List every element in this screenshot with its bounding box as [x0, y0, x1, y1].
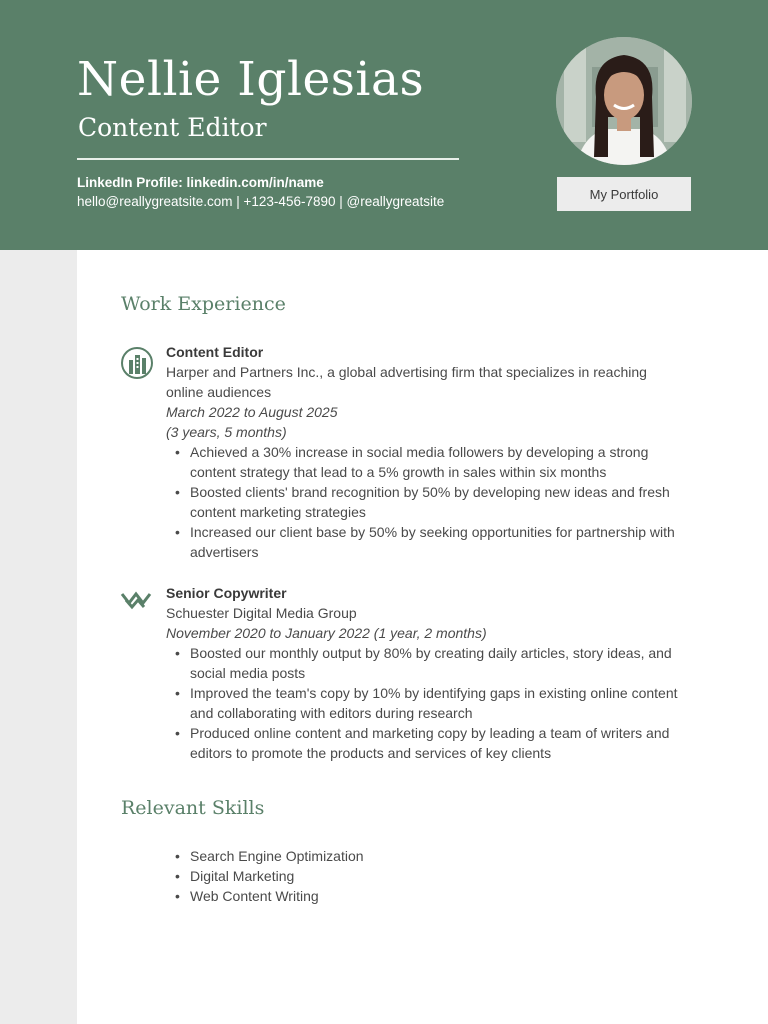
contact-info[interactable]: hello@reallygreatsite.com | +123-456-7890 | @reallygreatsite — [77, 194, 445, 209]
job-duration: (3 years, 5 months) — [166, 424, 287, 440]
job-company: Schuester Digital Media Group — [166, 605, 357, 621]
zigzag-logo-icon — [120, 584, 154, 618]
portfolio-button[interactable]: My Portfolio — [557, 177, 691, 211]
job-company: Harper and Partners Inc., a global advertising firm that specializes in reaching online audiences — [166, 364, 647, 400]
skills-list — [166, 846, 364, 906]
list-item: • Improved the team's copy by 10% by identifying gaps in existing online content and collaborating with editors during research — [166, 683, 691, 723]
list-item: • Digital Marketing — [166, 866, 364, 886]
left-sidebar — [0, 250, 77, 1024]
header-banner — [0, 0, 768, 250]
job-entry-senior-copywriter — [166, 583, 706, 763]
list-item: • Produced online content and marketing copy by leading a team of writers and editors to promote the products and services of key clients — [166, 723, 686, 763]
candidate-role: Content Editor — [78, 113, 267, 142]
relevant-skills-heading: Relevant Skills — [121, 797, 265, 819]
work-experience-heading: Work Experience — [121, 293, 286, 315]
job-bullets — [166, 643, 706, 763]
candidate-name: Nellie Iglesias — [77, 52, 425, 107]
job-bullets — [166, 442, 706, 562]
list-item: • Web Content Writing — [166, 886, 364, 906]
job-dates: November 2020 to January 2022 (1 year, 2 months) — [166, 625, 487, 641]
list-item: • Boosted our monthly output by 80% by creating daily articles, story ideas, and social media posts — [166, 643, 686, 683]
profile-photo — [556, 37, 692, 165]
list-item: • Boosted clients' brand recognition by 50% by developing new ideas and fresh content marketing strategies — [166, 482, 686, 522]
list-item: • Search Engine Optimization — [166, 846, 364, 866]
job-dates: March 2022 to August 2025 — [166, 404, 338, 420]
linkedin-text[interactable]: LinkedIn Profile: linkedin.com/in/name — [77, 175, 324, 190]
header-divider — [77, 158, 459, 160]
list-item: • Increased our client base by 50% by seeking opportunities for partnership with advertisers — [166, 522, 696, 562]
list-item: • Achieved a 30% increase in social media followers by developing a strong content strategy that lead to a 5% growth in sales within six months — [166, 442, 666, 482]
building-icon — [120, 346, 154, 380]
job-title: Senior Copywriter — [166, 585, 287, 601]
job-entry-content-editor — [166, 342, 706, 562]
job-title: Content Editor — [166, 344, 264, 360]
